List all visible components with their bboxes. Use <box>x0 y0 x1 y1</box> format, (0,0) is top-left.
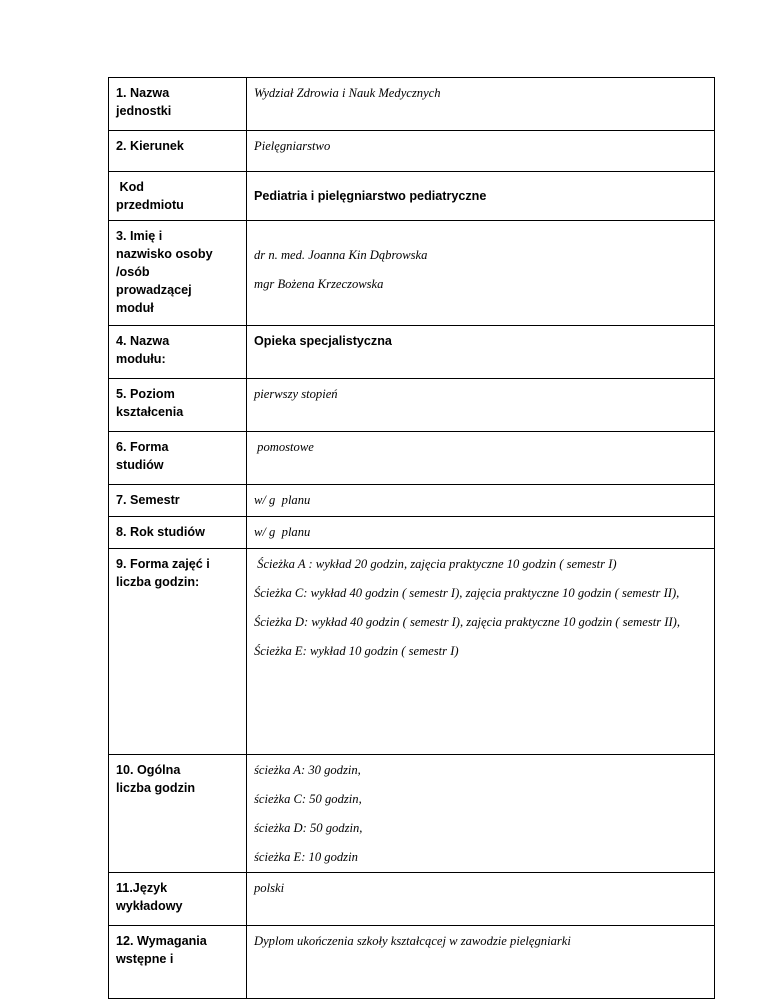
label-line: nazwisko osoby <box>116 247 213 261</box>
row-value <box>247 379 715 432</box>
table-row <box>109 221 715 326</box>
label-line: kształcenia <box>116 405 184 419</box>
row-label <box>109 517 247 549</box>
value-line: ścieżka A: 30 godzin, <box>254 763 361 777</box>
table-row <box>109 78 715 131</box>
value-line: Pediatria i pielęgniarstwo pediatryczne <box>254 189 487 203</box>
table-row <box>109 485 715 517</box>
table-row <box>109 873 715 926</box>
table-row <box>109 326 715 379</box>
value-line: Ścieżka D: wykład 40 godzin ( semestr I), zajęcia praktyczne 10 godzin ( semestr II), <box>254 615 680 629</box>
table-row <box>109 549 715 755</box>
row-value <box>247 485 715 517</box>
label-line: 1. Nazwa <box>116 86 170 100</box>
value-line: Opieka specjalistyczna <box>254 334 392 348</box>
value-line: Ścieżka A : wykład 20 godzin, zajęcia praktyczne 10 godzin ( semestr I) <box>254 557 617 571</box>
label-line: studiów <box>116 458 164 472</box>
row-value <box>247 326 715 379</box>
row-label <box>109 926 247 999</box>
row-value <box>247 78 715 131</box>
label-line: /osób <box>116 265 150 279</box>
value-line: pomostowe <box>254 440 314 454</box>
row-label <box>109 873 247 926</box>
table-row <box>109 755 715 873</box>
row-label <box>109 326 247 379</box>
label-line: 2. Kierunek <box>116 139 184 153</box>
row-value <box>247 517 715 549</box>
table-row <box>109 517 715 549</box>
row-value <box>247 926 715 999</box>
row-label <box>109 432 247 485</box>
label-line: jednostki <box>116 104 172 118</box>
label-line: 6. Forma <box>116 440 169 454</box>
table-row <box>109 432 715 485</box>
table-row <box>109 379 715 432</box>
value-line: ścieżka D: 50 godzin, <box>254 821 363 835</box>
value-line: ścieżka C: 50 godzin, <box>254 792 362 806</box>
label-line: modułu: <box>116 352 166 366</box>
label-line: prowadzącej <box>116 283 192 297</box>
row-label <box>109 221 247 326</box>
label-line: liczba godzin <box>116 781 196 795</box>
value-line: w/ g planu <box>254 493 311 507</box>
value-line: Wydział Zdrowia i Nauk Medycznych <box>254 86 441 100</box>
row-value <box>247 172 715 221</box>
label-line: 4. Nazwa <box>116 334 170 348</box>
row-value <box>247 131 715 172</box>
value-line: dr n. med. Joanna Kin Dąbrowska <box>254 248 428 262</box>
table-row <box>109 131 715 172</box>
row-label <box>109 755 247 873</box>
row-value <box>247 873 715 926</box>
row-label <box>109 131 247 172</box>
value-line: mgr Bożena Krzeczowska <box>254 277 384 291</box>
value-line: w/ g planu <box>254 525 311 539</box>
value-line: Ścieżka C: wykład 40 godzin ( semestr I), zajęcia praktyczne 10 godzin ( semestr II), <box>254 586 680 600</box>
label-line: 3. Imię i <box>116 229 163 243</box>
table-row <box>109 926 715 999</box>
course-syllabus-table <box>108 77 715 999</box>
label-line: 10. Ogólna <box>116 763 181 777</box>
value-line: pierwszy stopień <box>254 387 338 401</box>
label-line: Kod <box>116 180 144 194</box>
label-line: wykładowy <box>116 899 183 913</box>
label-line: 11.Język <box>116 881 168 895</box>
label-line: wstępne i <box>116 952 174 966</box>
value-line: Ścieżka E: wykład 10 godzin ( semestr I) <box>254 644 459 658</box>
row-label <box>109 485 247 517</box>
row-value <box>247 549 715 755</box>
table-row <box>109 172 715 221</box>
row-value <box>247 755 715 873</box>
label-line: 8. Rok studiów <box>116 525 205 539</box>
value-line: Pielęgniarstwo <box>254 139 331 153</box>
value-line: Dyplom ukończenia szkoły kształcącej w zawodzie pielęgniarki <box>254 934 571 948</box>
row-label <box>109 549 247 755</box>
label-line: moduł <box>116 301 154 315</box>
label-line: 12. Wymagania <box>116 934 207 948</box>
row-label <box>109 172 247 221</box>
row-label <box>109 379 247 432</box>
row-value <box>247 221 715 326</box>
label-line: 5. Poziom <box>116 387 175 401</box>
row-label <box>109 78 247 131</box>
value-line: polski <box>254 881 285 895</box>
value-line: ścieżka E: 10 godzin <box>254 850 358 864</box>
row-value <box>247 432 715 485</box>
label-line: 7. Semestr <box>116 493 180 507</box>
label-line: 9. Forma zajęć i <box>116 557 210 571</box>
label-line: przedmiotu <box>116 198 184 212</box>
label-line: liczba godzin: <box>116 575 200 589</box>
